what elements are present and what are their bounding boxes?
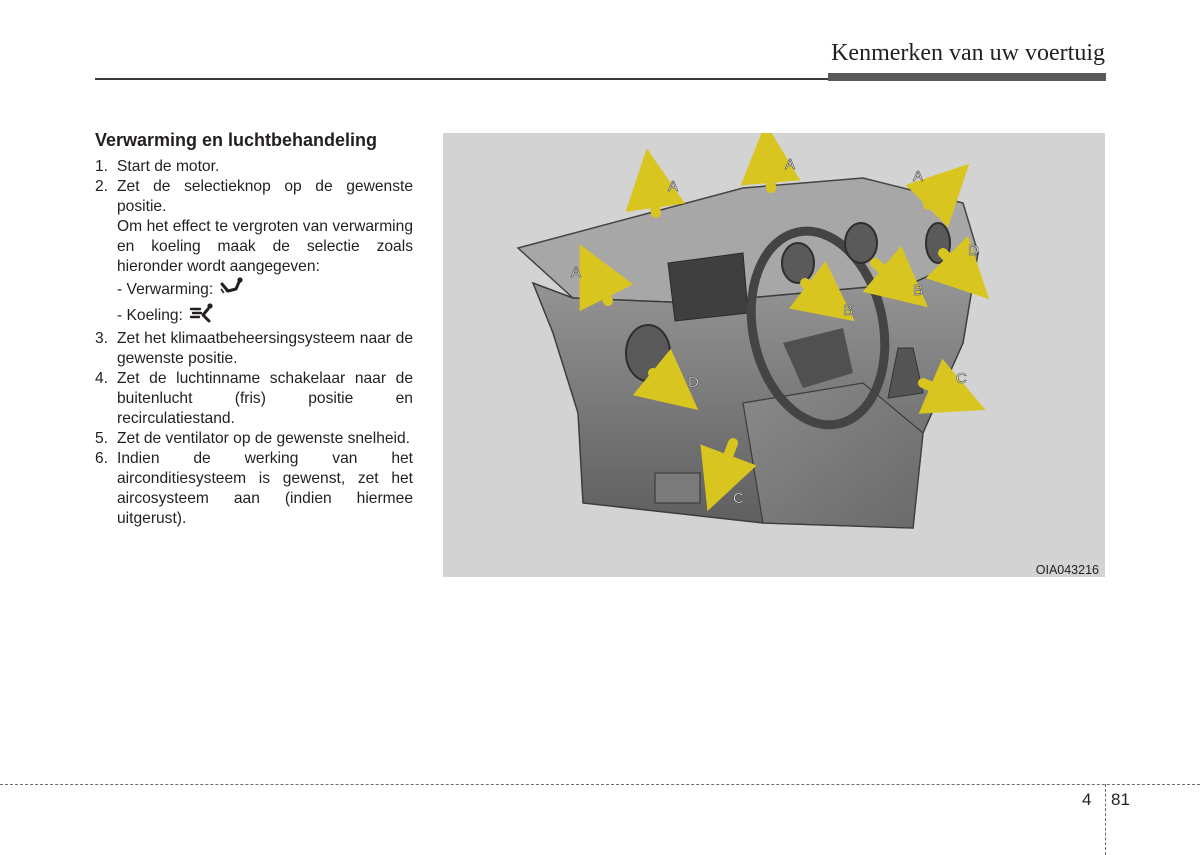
callout-label: A (571, 264, 582, 281)
step-number: 3. (95, 330, 109, 347)
step-number: 6. (95, 450, 109, 467)
section-title: Verwarming en luchtbehandeling (95, 130, 378, 150)
steps-list (95, 157, 413, 529)
header-rule-accent (828, 73, 1106, 81)
step-text: Zet de selectieknop op de gewenste positie. (117, 178, 413, 215)
callout-label: D (968, 242, 979, 259)
floor-heat-icon (219, 277, 245, 303)
running-head-title: Kenmerken van uw voertuig (831, 40, 1105, 66)
step-text: Zet de ventilator op de gewenste snelheid. (117, 430, 411, 447)
center-vent-left (782, 243, 814, 283)
footer-divider (1105, 784, 1106, 855)
step-5 (95, 429, 413, 449)
callout-label: A (668, 178, 679, 195)
mode-cooling (117, 303, 413, 329)
instrument-cluster (668, 253, 748, 321)
step-text: Zet de luchtinname schakelaar naar de buitenlucht (fris) positie en recirculatiestand. (117, 370, 413, 427)
mode-label: - Verwarming: (117, 281, 214, 298)
callout-label: A (913, 168, 924, 185)
page-number: 81 (1111, 790, 1130, 809)
step-number: 1. (95, 158, 109, 175)
step-3 (95, 329, 413, 369)
dashboard-vent-figure (443, 133, 1105, 577)
center-vent-right (845, 223, 877, 263)
step-text: Indien de werking van het airconditiesysteem is gewenst, zet het aircosysteem aan (indien hiermee uitgerust). (117, 450, 413, 527)
left-vent (626, 325, 670, 381)
callout-label: B (913, 282, 924, 299)
step-number: 2. (95, 178, 109, 195)
step-note: Om het effect te vergroten van verwarming en koeling maak de selectie zoals hieronder wordt aangegeven: (117, 218, 413, 275)
step-2 (95, 177, 413, 329)
callout-label: A (785, 156, 796, 173)
mode-label: - Koeling: (117, 307, 183, 324)
arrow-a (651, 178, 656, 213)
step-1 (95, 157, 413, 177)
callout-label: D (688, 374, 699, 391)
step-6 (95, 449, 413, 529)
pedal (655, 473, 700, 503)
callout-label: C (733, 490, 744, 507)
mode-heating (117, 277, 413, 303)
callout-label: C (956, 370, 967, 387)
chapter-number: 4 (1082, 790, 1092, 809)
step-4 (95, 369, 413, 429)
step-number: 4. (95, 370, 109, 387)
step-text: Start de motor. (117, 158, 220, 175)
face-vent-icon (189, 303, 215, 329)
step-text: Zet het klimaatbeheersingsysteem naar de gewenste positie. (117, 330, 413, 367)
figure-code: OIA043216 (1035, 563, 1099, 577)
arrow-a (768, 153, 771, 188)
header-rule (95, 78, 828, 80)
dashboard-illustration (443, 133, 1105, 577)
callout-label: B (843, 302, 854, 319)
footer-rule (0, 784, 1200, 785)
step-number: 5. (95, 430, 109, 447)
